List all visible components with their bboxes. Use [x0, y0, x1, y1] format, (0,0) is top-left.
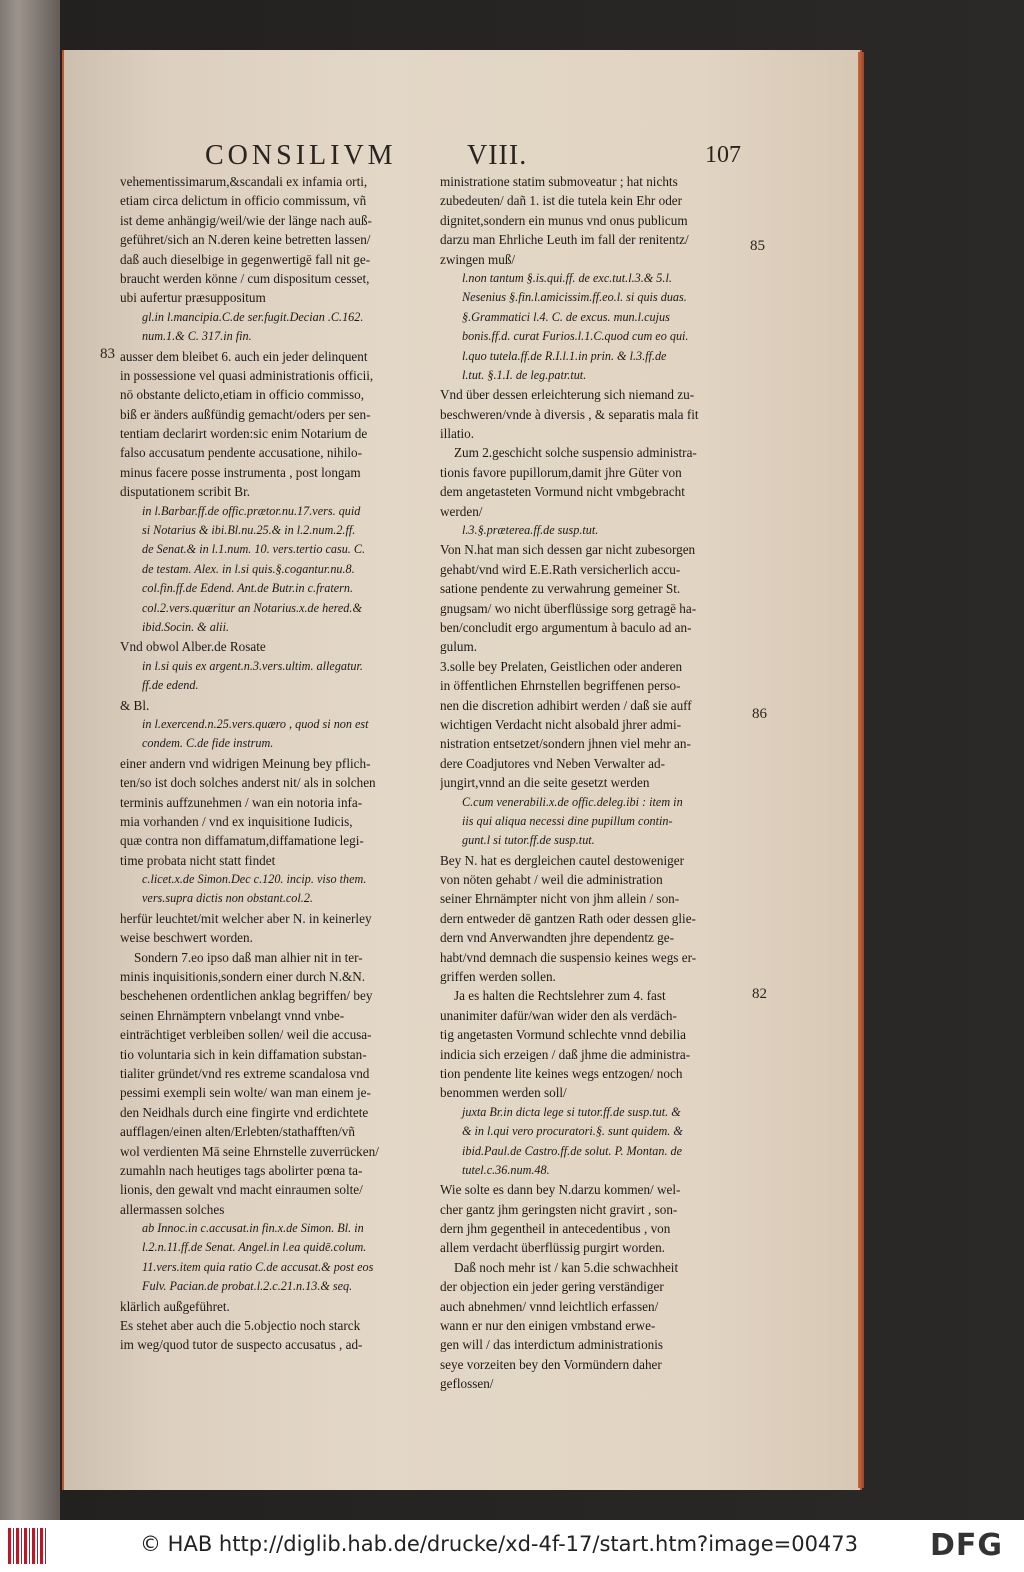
- citation-line: gunt.l si tutor.ff.de susp.tut.: [462, 833, 595, 848]
- text-line: der objection ein jeder gering verständiger: [440, 1279, 664, 1295]
- text-line: griffen werden sollen.: [440, 969, 556, 985]
- citation-line: iis qui aliqua necessi dine pupillum contin-: [462, 813, 673, 828]
- text-line: zubedeuten/ dañ 1. ist die tutela kein Ehr oder: [440, 193, 683, 209]
- text-line: quæ contra non diffamatum,diffamatione legi-: [120, 833, 364, 849]
- text-line: indicia sich erzeigen / daß jhme die administra-: [440, 1046, 691, 1062]
- text-line: seinen Ehrnämptern vnbelangt vnnd vnbe-: [120, 1007, 345, 1023]
- text-line: unanimiter dafür/wan wider den als verdäch-: [440, 1007, 677, 1023]
- text-line: weise beschwert worden.: [120, 930, 253, 946]
- citation-line: condem. C.de fide instrum.: [142, 736, 274, 751]
- text-line: mia vorhanden / vnd ex inquisitione Iudicis,: [120, 813, 353, 829]
- text-line: von nöten gehabt / weil die administration: [440, 872, 663, 888]
- running-header: [205, 140, 765, 172]
- page-number: 107: [705, 142, 741, 168]
- header-chapter: VIII.: [467, 140, 528, 171]
- previous-pages-edge: [0, 0, 60, 1520]
- library-barcode-icon: [8, 1528, 48, 1564]
- text-line: geflossen/: [440, 1376, 494, 1392]
- citation-line: si Notarius & ibi.Bl.nu.25.& in l.2.num.2.ff.: [142, 523, 356, 538]
- text-line: ubi aufertur præsuppositum: [120, 290, 266, 306]
- text-line: ausser dem bleibet 6. auch ein jeder delinquent: [120, 348, 368, 364]
- citation-line: l.tut. §.1.I. de leg.patr.tut.: [462, 367, 587, 382]
- text-line: braucht werden könne / cum dispositum cesset,: [120, 270, 370, 286]
- text-line: wichtigen Verdacht nicht alsobald jhrer admi-: [440, 716, 682, 732]
- text-line: dignitet,sondern ein munus vnd onus publicum: [440, 212, 688, 228]
- text-line: cher gantz jhm geringsten nicht gravirt , son-: [440, 1201, 678, 1217]
- footer-bar: [0, 1520, 1024, 1572]
- text-line: ben/concludit ergo argumentum à baculo ad an-: [440, 619, 692, 635]
- citation-line: ibid.Paul.de Castro.ff.de solut. P. Montan. de: [462, 1143, 683, 1158]
- text-line: herfür leuchtet/mit welcher aber N. in keinerley: [120, 910, 372, 926]
- text-line: im weg/quod tutor de suspecto accusatus , ad-: [120, 1337, 363, 1353]
- text-line: zwingen muß/: [440, 251, 516, 267]
- text-line: Von N.hat man sich dessen gar nicht zubesorgen: [440, 542, 696, 558]
- citation-line: ab Innoc.in c.accusat.in fin.x.de Simon. Bl. in: [142, 1221, 364, 1236]
- text-line: nen die discretion adhibirt werden / daß sie auff: [440, 697, 692, 713]
- text-line: wol verdienten Mā seine Ehrnstelle zuverrücken/: [120, 1143, 379, 1159]
- right-column: [440, 172, 746, 1394]
- text-line: nō obstante delicto,etiam in officio commisso,: [120, 387, 365, 403]
- text-line: beschweren/vnde à diversis , & separatis mala fit: [440, 406, 699, 422]
- text-line: pessimi exempli sein wolte/ wan man einem je-: [120, 1085, 371, 1101]
- margin-number: 82: [752, 986, 767, 1002]
- citation-line: & in l.qui vero procuratori.§. sunt quidem. &: [462, 1124, 683, 1139]
- text-line: Daß noch mehr ist / kan 5.die schwachheit: [454, 1259, 679, 1275]
- text-line: daß auch dieselbige in gegenwertigē fall nit ge-: [120, 251, 371, 267]
- citation-line: l.quo tutela.ff.de R.I.l.1.in prin. & l.3.ff.de: [462, 348, 667, 363]
- text-line: Sondern 7.eo ipso daß man alhier nit in ter-: [134, 949, 363, 965]
- citation-line: 11.vers.item quia ratio C.de accusat.& post eos: [142, 1259, 374, 1274]
- citation-line: juxta Br.in dicta lege si tutor.ff.de susp.tut. &: [462, 1104, 681, 1119]
- text-line: allermassen solches: [120, 1201, 225, 1217]
- text-line: ministratione statim submoveatur ; hat nichts: [440, 174, 678, 189]
- text-line: disputationem scribit Br.: [120, 484, 251, 500]
- text-line: allem verdacht überflüssig purgirt worden.: [440, 1240, 665, 1256]
- text-line: Ja es halten die Rechtslehrer zum 4. fast: [454, 988, 666, 1004]
- text-line: tio voluntaria sich in kein diffamation substan-: [120, 1046, 367, 1062]
- text-line: darzu man Ehrliche Leuth im fall der renitentz/: [440, 232, 689, 248]
- dfg-logo: DFG: [930, 1528, 1004, 1563]
- text-line: seye vorzeiten bey den Vormündern daher: [440, 1356, 662, 1372]
- text-line: klärlich außgeführet.: [120, 1298, 230, 1314]
- text-line: aufflagen/einen alten/Erlebten/stathafften/vñ: [120, 1124, 355, 1140]
- margin-number: 83: [100, 346, 115, 362]
- citation-line: ibid.Socin. & alii.: [142, 619, 230, 634]
- citation-line: in l.exercend.n.25.vers.quæro , quod si non est: [142, 716, 369, 731]
- text-line: geführet/sich an N.deren keine betretten lassen/: [120, 232, 371, 248]
- text-line: dern entweder dē gantzen Rath oder dessen glie-: [440, 910, 696, 926]
- citation-line: tutel.c.36.num.48.: [462, 1162, 550, 1177]
- text-line: einer andern vnd widrigen Meinung bey pflich-: [120, 755, 371, 771]
- text-line: Wie solte es dann bey N.darzu kommen/ wel-: [440, 1182, 681, 1198]
- text-line: gehabt/vnd wird E.E.Rath versicherlich accu-: [440, 561, 681, 577]
- text-line: habt/vnd demnach die suspensio keines wegs er-: [440, 949, 697, 965]
- text-line: satione pendente zu verwahrung gemeiner St.: [440, 581, 681, 597]
- text-line: dern vnd Anverwandten jhre dependentz ge-: [440, 930, 674, 946]
- text-line: dern jhm gegentheil in antecedentibus , von: [440, 1221, 671, 1237]
- margin-number: 85: [750, 238, 765, 254]
- citation-line: in l.Barbar.ff.de offic.prætor.nu.17.vers. quid: [142, 503, 361, 518]
- citation-line: C.cum venerabili.x.de offic.deleg.ibi : item in: [462, 794, 683, 809]
- text-line: dem angetasteten Vormund nicht vmbgebracht: [440, 484, 685, 500]
- text-line: lionis, den gewalt vnd macht einraumen solte/: [120, 1182, 363, 1198]
- text-line: ten/so ist doch solches anderst nit/ als in solchen: [120, 775, 376, 791]
- header-title: CONSILIVM: [205, 140, 397, 171]
- text-line: jungirt,vnnd an die seite gesetzt werden: [440, 775, 650, 791]
- text-line: Zum 2.geschicht solche suspensio administra-: [454, 445, 697, 461]
- text-line: auch abnehmen/ vnnd leichtlich erfassen/: [440, 1298, 659, 1314]
- text-line: seiner Ehrnämpter nicht von jhm allein / son-: [440, 891, 680, 907]
- text-line: tig angetasten Vormund schlechte vnnd debilia: [440, 1027, 686, 1043]
- text-line: falso accusatum pendente accusatione, nihilo-: [120, 445, 363, 461]
- margin-number: 86: [752, 706, 767, 722]
- citation-line: Nesenius §.fin.l.amicissim.ff.eo.l. si quis duas.: [462, 290, 687, 305]
- text-line: gnugsam/ wo nicht überflüssige sorg getragē ha-: [440, 600, 697, 616]
- text-line: Es stehet aber auch die 5.objectio noch starck: [120, 1318, 361, 1334]
- text-line: in öffentlichen Ehrnstellen begriffenen perso-: [440, 678, 681, 694]
- text-line: vehementissimarum,&scandali ex infamia orti,: [120, 174, 368, 189]
- citation-line: bonis.ff.d. curat Furios.l.1.C.quod cum eo qui.: [462, 329, 689, 344]
- text-line: nistration entsetzet/sondern jhnen viel mehr an-: [440, 736, 691, 752]
- citation-line: col.2.vers.quæritur an Notarius.x.de hered.&: [142, 600, 362, 615]
- text-line: tion pendente lite keines wegs entzogen/ noch: [440, 1065, 683, 1081]
- text-line: Bey N. hat es dergleichen cautel destoweniger: [440, 852, 685, 868]
- text-line: illatio.: [440, 426, 475, 442]
- text-line: gen will / das interdictum administrationis: [440, 1337, 664, 1353]
- text-line: biß er änders außfündig gemacht/oders per sen-: [120, 406, 371, 422]
- text-line: werden/: [440, 503, 483, 519]
- text-line: zumahln nach heutiges tags abolirter pœna ta-: [120, 1162, 363, 1178]
- text-line: minus facere posse instrumenta , post longam: [120, 464, 361, 480]
- text-line: benommen werden soll/: [440, 1085, 567, 1101]
- text-line: ist deme anhängig/weil/wie der länge nach auß-: [120, 212, 372, 228]
- citation-line: l.non tantum §.is.qui.ff. de exc.tut.l.3.& 5.l.: [462, 270, 672, 285]
- text-line: Vnd obwol Alber.de Rosate: [120, 639, 266, 655]
- text-line: tialiter gründet/vnd res extreme scandalosa vnd: [120, 1065, 370, 1081]
- footer-credit: © HAB http://diglib.hab.de/drucke/xd-4f-17/start.htm?image=00473: [140, 1532, 859, 1556]
- text-line: einträchtiget verbleiben sollen/ weil die accusa-: [120, 1027, 372, 1043]
- text-line: & Bl.: [120, 697, 150, 713]
- text-line: etiam circa delictum in officio commissum, vñ: [120, 193, 367, 209]
- text-line: terminis auffzunehmen / wan ein notoria infa-: [120, 794, 363, 810]
- citation-line: ff.de edend.: [142, 678, 199, 693]
- citation-line: in l.si quis ex argent.n.3.vers.ultim. allegatur.: [142, 658, 363, 673]
- text-line: time probata nicht statt findet: [120, 852, 276, 868]
- text-line: minis inquisitionis,sondern einer durch N.&N.: [120, 969, 366, 985]
- citation-line: Fulv. Pacian.de probat.l.2.c.21.n.13.& seq.: [142, 1279, 353, 1294]
- text-line: tentiam declarirt worden:sic enim Notarium de: [120, 426, 368, 442]
- citation-line: c.licet.x.de Simon.Dec c.120. incip. viso them.: [142, 872, 367, 887]
- text-line: dere Coadjutores vnd Neben Verwalter ad-: [440, 755, 665, 771]
- text-line: wann er nur den einigen vmbstand erwe-: [440, 1318, 656, 1334]
- citation-line: l.2.n.11.ff.de Senat. Angel.in l.ea quidē.colum.: [142, 1240, 367, 1255]
- left-column: [120, 172, 432, 1355]
- citation-line: §.Grammatici l.4. C. de excus. mun.l.cujus: [462, 309, 670, 324]
- citation-line: vers.supra dictis non obstant.col.2.: [142, 891, 313, 906]
- citation-line: de testam. Alex. in l.si quis.§.cogantur.nu.8.: [142, 561, 355, 576]
- page-edge: [858, 52, 864, 1488]
- citation-line: num.1.& C. 317.in fin.: [142, 329, 252, 344]
- citation-line: col.fin.ff.de Edend. Ant.de Butr.in c.fratern.: [142, 581, 353, 596]
- text-line: tionis favore pupillorum,damit jhre Güter von: [440, 464, 682, 480]
- text-line: 3.solle bey Prelaten, Geistlichen oder anderen: [440, 658, 683, 674]
- text-line: gulum.: [440, 639, 477, 655]
- text-line: den Neidhals durch eine fingirte vnd erdichtete: [120, 1104, 369, 1120]
- citation-line: gl.in l.mancipia.C.de ser.fugit.Decian .C.162.: [142, 309, 364, 324]
- citation-line: l.3.§.præterea.ff.de susp.tut.: [462, 523, 599, 538]
- text-line: beschehenen ordentlichen anklag begriffen/ bey: [120, 988, 373, 1004]
- text-line: Vnd über dessen erleichterung sich niemand zu-: [440, 387, 695, 403]
- citation-line: de Senat.& in l.1.num. 10. vers.tertio casu. C.: [142, 542, 366, 557]
- text-line: in possessione vel quasi administrationis officii,: [120, 367, 374, 383]
